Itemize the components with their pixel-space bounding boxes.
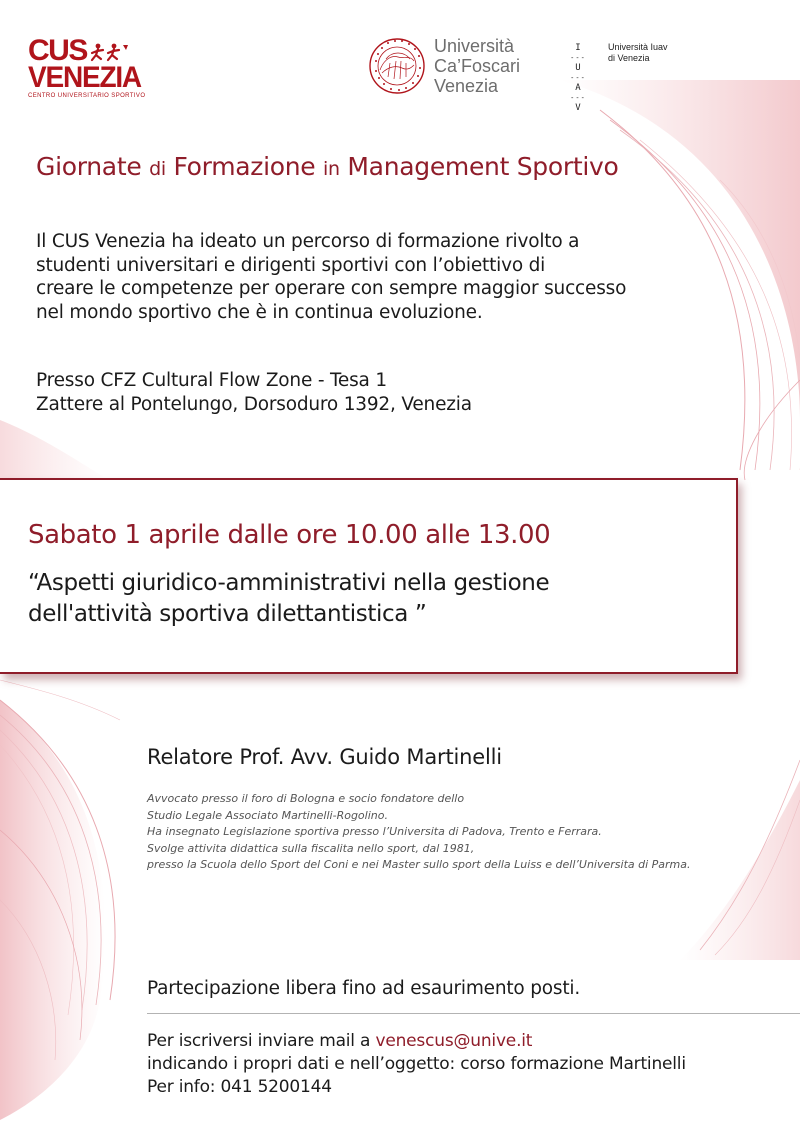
intro-line: creare le competenze per operare con sempre maggior successo [36,278,627,299]
title-part: di [149,158,166,180]
signup-subject-line: indicando i propri dati e nell’oggetto: corso formazione Martinelli [147,1054,686,1074]
title-part: Giornate [36,152,142,181]
cafoscari-line: Venezia [434,76,499,96]
iuav-logo [566,42,668,115]
iuav-dash: --- [570,54,586,62]
title-part: Formazione [173,152,316,181]
signup-info [147,1030,797,1099]
cafoscari-line: Università [434,36,515,56]
title-part: Management Sportivo [347,152,619,181]
event-date: Sabato 1 aprile dalle ore 10.00 alle 13.00 [28,520,551,550]
iuav-line: di Venezia [608,53,650,63]
signup-prefix: Per iscriversi inviare mail a [147,1031,371,1051]
iuav-dash: --- [570,74,586,82]
cus-logo-word: CUS [28,34,87,67]
iuav-letter-stack [566,42,590,115]
venezia-logo-word: VENEZIA [28,60,141,94]
intro-line: Il CUS Venezia ha ideato un percorso di formazione rivolto a [36,231,580,252]
page-title [36,152,619,181]
event-topic-line: dell'attività sportiva dilettantistica ” [28,601,427,627]
section-divider [147,1013,800,1014]
speaker-name: Relatore Prof. Avv. Guido Martinelli [147,745,502,769]
participation-note: Partecipazione libera fino ad esaurimento posti. [147,978,580,999]
venue-line: Presso CFZ Cultural Flow Zone - Tesa 1 [36,370,387,391]
signup-phone-line: Per info: 041 5200144 [147,1077,332,1097]
venue-line: Zattere al Pontelungo, Dorsoduro 1392, Venezia [36,393,472,415]
event-topic-line: “Aspetti giuridico-amministrativi nella gestione [28,570,550,596]
intro-line: nel mondo sportivo che è in continua evoluzione. [36,301,483,323]
intro-line: studenti universitari e dirigenti sportivi con l’obiettivo di [36,254,546,276]
iuav-wordmark [608,42,668,115]
iuav-letter: A [575,83,581,93]
title-part: in [323,158,340,180]
iuav-letter: U [575,63,581,73]
speaker-bio-line: presso la Scuola dello Sport del Coni e nei Master sullo sport della Luiss e dell’Universita di Parma. [147,858,691,871]
speaker-bio-line: Studio Legale Associato Martinelli-Rogolino. [147,808,388,822]
iuav-dash: --- [570,94,586,102]
cafoscari-line: Ca’Foscari [434,56,521,76]
intro-paragraph [36,230,736,324]
cafoscari-seal-icon [368,37,426,95]
cus-venezia-logo [28,34,146,99]
signup-email-link[interactable]: venescus@unive.it [375,1031,533,1051]
cus-logo-subtitle: CENTRO UNIVERSITARIO SPORTIVO [28,93,146,99]
iuav-line: Università Iuav [608,42,668,52]
iuav-letter: V [575,103,581,113]
event-box [0,478,738,674]
speaker-bio [147,791,787,874]
venue-address [36,369,472,416]
event-topic [28,568,728,630]
speaker-bio-line: Ha insegnato Legislazione sportiva presso l’Universita di Padova, Trento e Ferrara. [147,825,602,838]
speaker-bio-line: Avvocato presso il foro di Bologna e socio fondatore dello [147,792,465,805]
iuav-letter: I [575,43,581,53]
speaker-bio-line: Svolge attivita didattica sulla fiscalita nello sport, dal 1981, [147,841,475,855]
cafoscari-wordmark [434,36,520,96]
signup-email-row [147,1030,797,1053]
cafoscari-logo [368,36,520,96]
